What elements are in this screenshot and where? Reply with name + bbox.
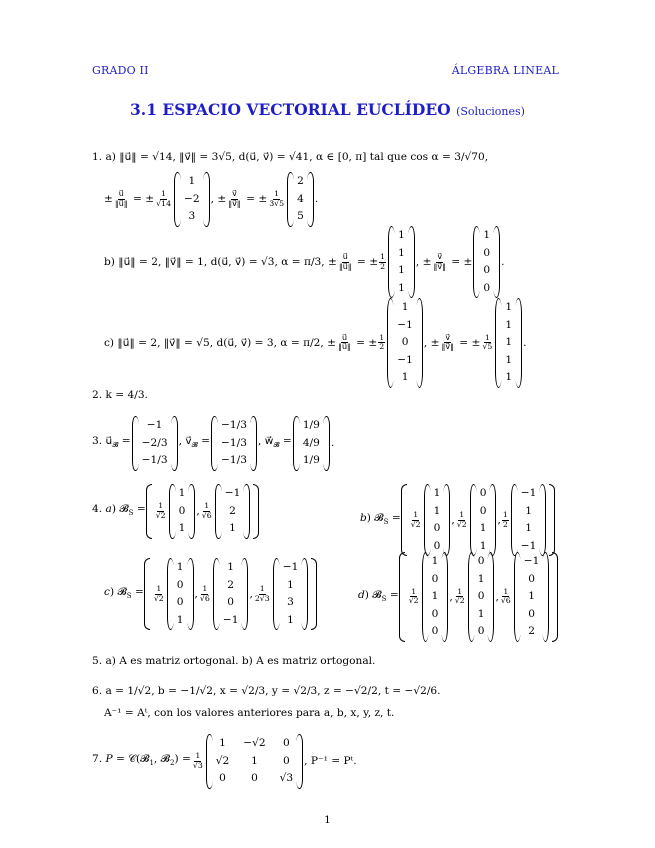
problem-2: 2. k = 4/3.	[92, 389, 148, 401]
running-header	[92, 64, 559, 77]
matrix-entry: 1	[505, 336, 513, 348]
matrix-entry: 0	[227, 596, 235, 608]
matrix-entry: 1	[398, 281, 405, 294]
problem-6-line2: A⁻¹ = Aᵗ, con los valores anteriores para a, b, x, y, z, t.	[104, 707, 395, 719]
problem-4a: 4. a) 𝓑$_S$ = $\frac{1}{√2}$ 1 0 1 , $\frac{1}{√6}$ −1 2 1	[92, 484, 259, 539]
matrix-entry: 1	[176, 561, 184, 573]
matrix-entry: −1	[397, 318, 413, 331]
matrix-entry: 4	[297, 192, 304, 205]
matrix-entry: −1	[520, 487, 537, 499]
basis-4c-v1	[167, 558, 194, 630]
problem-5: 5. a) A es matriz ortogonal. b) A es matriz ortogonal.	[92, 655, 376, 667]
matrix-entry: 1	[398, 246, 405, 259]
matrix-entry: 0	[528, 572, 535, 585]
matrix-entry: −1	[146, 419, 163, 431]
matrix-entry: 1	[479, 539, 487, 552]
matrix-entry: 1/9	[302, 419, 320, 431]
vector-u-B	[132, 416, 178, 471]
problem-4c: c) 𝓑$_S$ = $\frac{1}{√2}$ 1 0 0 1 , $\frac{1}{√6}$ 1 2 0 −1 , $\frac{1}{2√3}$ −1 1 3 1	[104, 558, 317, 630]
matrix-entry: 0	[176, 596, 184, 608]
vector-u-1b	[388, 226, 415, 298]
header-left: GRADO II	[92, 64, 149, 77]
matrix-entry: 1	[477, 607, 485, 620]
matrix-entry: 0	[219, 772, 226, 784]
matrix-entry: 1	[483, 229, 491, 241]
matrix-entry: 0	[176, 578, 184, 591]
page-number: 1	[324, 814, 331, 826]
matrix-entry: 0	[479, 487, 487, 499]
title-main: 3.1 ESPACIO VECTORIAL EUCLÍDEO	[130, 100, 451, 119]
basis-4c-v3	[273, 558, 309, 630]
matrix-entry: 1	[505, 371, 513, 383]
matrix-entry: 1	[178, 487, 186, 499]
matrix-entry: 2	[297, 175, 304, 187]
matrix-entry: 1	[227, 561, 235, 573]
matrix-entry: −1/3	[141, 454, 168, 466]
matrix-entry: 0	[483, 246, 491, 259]
matrix-entry: 1	[505, 318, 513, 331]
matrix-entry: −2/3	[141, 436, 168, 449]
matrix-entry: 1	[176, 613, 184, 626]
matrix-entry: 0	[283, 754, 290, 767]
matrix-entry: −1/3	[221, 436, 247, 449]
matrix-entry: 1	[477, 572, 485, 585]
matrix-entry: 1	[525, 504, 532, 517]
vector-v-1b	[473, 226, 500, 298]
matrix-entry: 2	[229, 504, 236, 517]
problem-1a-line1: 1. a) ‖u⃗‖ = √14, ‖v⃗‖ = 3√5, d(u⃗, v⃗) = √41, α ∈ [0, π] tal que cos α = 3/√70,	[92, 151, 489, 163]
matrix-entry: 1	[505, 301, 513, 313]
problem-4d: d) 𝓑$_S$ = $\frac{1}{√2}$ 1 0 1 0 0 , $\frac{1}{√2}$ 0 1 0 1 0 , $\frac{1}{√6}$ −1 0 1 0 2	[358, 552, 558, 642]
matrix-entry: 0	[431, 625, 439, 637]
matrix-entry: 1/9	[302, 454, 320, 466]
title-sub: (Soluciones)	[456, 105, 525, 118]
matrix-entry: 5	[297, 210, 304, 222]
matrix-entry: 0	[483, 264, 491, 276]
matrix-entry: −1	[523, 555, 540, 567]
matrix-entry: −√2	[243, 737, 266, 749]
matrix-entry: 1	[433, 487, 441, 499]
vector-v-B	[211, 416, 257, 471]
matrix-entry: 1	[528, 590, 535, 602]
basis-4b-v2	[470, 484, 497, 556]
matrix-entry: 3	[287, 596, 294, 608]
problem-1b: b) ‖u⃗‖ = 2, ‖v⃗‖ = 1, d(u⃗, v⃗) = √3, α = π/3, ± $\frac{u⃗}{‖u⃗‖}$ = ± $\frac{1}{2}$ 1 1 1 1 , ± $\frac{v⃗}{‖v⃗‖}$ = ± 1 0 0 0 .	[104, 226, 505, 298]
matrix-entry: 3	[188, 210, 196, 222]
matrix-entry: −1/3	[221, 454, 247, 466]
basis-4b-v1	[424, 484, 451, 556]
matrix-entry: 2	[227, 578, 235, 591]
problem-1a-line2: ± $\frac{u⃗}{‖u⃗‖}$ = ± $\frac{1}{√14}$ 1 −2 3 , ± $\frac{v⃗}{‖v⃗‖}$ = ± $\frac{1}{3√5}$ 2 4 5 .	[104, 172, 318, 227]
basis-4a-v2	[215, 484, 251, 539]
basis-4c-v2	[213, 558, 249, 630]
vector-u-1a	[174, 172, 210, 227]
matrix-entry: 2	[528, 625, 535, 637]
basis-4d-v1	[422, 552, 449, 642]
matrix-entry: 1	[229, 522, 236, 534]
matrix-entry: 1	[431, 590, 439, 602]
matrix-entry: 1	[401, 371, 409, 383]
matrix-entry: 0	[251, 772, 258, 784]
matrix-entry: 1	[287, 613, 294, 626]
matrix-entry: 0	[433, 539, 441, 552]
matrix-entry: 0	[431, 572, 439, 585]
matrix-entry: 1	[431, 555, 439, 567]
problem-7: 7. P = 𝒞(𝓑$_1$, 𝓑$_2$) = $\frac{1}{√3}$ 1 −√2 0 √2 1 0 0 0 √3 , P⁻¹ = Pᵗ.	[92, 734, 357, 789]
matrix-entry: −1	[520, 539, 537, 552]
matrix-entry: √2	[215, 754, 230, 767]
vector-v-1c	[495, 298, 522, 388]
matrix-entry: 0	[477, 625, 485, 637]
matrix-entry: 0	[477, 590, 485, 602]
problem-6-line1: 6. a = 1/√2, b = −1/√2, x = √2/3, y = √2/3, z = −√2/2, t = −√2/6.	[92, 685, 441, 697]
matrix-entry: 1	[219, 737, 226, 749]
matrix-entry: 4/9	[302, 436, 320, 449]
problem-4b: b) 𝓑$_S$ = $\frac{1}{√2}$ 1 1 0 0 , $\frac{1}{√2}$ 0 0 1 1 , $\frac{1}{2}$ −1 1 1 −1	[360, 484, 555, 556]
basis-4a-v1	[169, 484, 196, 539]
basis-4d-v2	[468, 552, 495, 642]
matrix-entry: 1	[287, 578, 294, 591]
page-title	[0, 100, 655, 119]
matrix-entry: 0	[178, 504, 186, 517]
matrix-entry: 1	[398, 264, 405, 276]
matrix-entry: −1/3	[221, 419, 247, 431]
problem-1c: c) ‖u⃗‖ = 2, ‖v⃗‖ = √5, d(u⃗, v⃗) = 3, α = π/2, ± $\frac{u⃗}{‖u⃗‖}$ = ± $\frac{1}{2}$ 1 −1 0 −1 1 , ± $\frac{v⃗}{‖v⃗‖}$ = ± $\frac{1}{√5}$ 1 1 1 1 1 .	[104, 298, 527, 388]
matrix-entry: 0	[479, 504, 487, 517]
matrix-entry: 0	[528, 607, 535, 620]
header-right: ÁLGEBRA LINEAL	[451, 64, 559, 77]
matrix-entry: 0	[477, 555, 485, 567]
matrix-entry: 0	[401, 336, 409, 348]
matrix-entry: −1	[282, 561, 299, 573]
basis-4b-v3	[511, 484, 547, 556]
matrix-entry: 1	[398, 229, 405, 241]
matrix-entry: 0	[283, 737, 290, 749]
matrix-entry: √3	[279, 772, 294, 784]
vector-u-1c	[387, 298, 423, 388]
matrix-entry: 1	[251, 754, 258, 767]
matrix-entry: 1	[525, 522, 532, 534]
matrix-entry: 1	[433, 504, 441, 517]
vector-w-B	[293, 416, 330, 471]
problem-3: 3. $u⃗_𝓑$ = −1 −2/3 −1/3 , $v⃗_𝓑$ = −1/3 −1/3 −1/3 , $w⃗_𝓑$ = 1/9 4/9 1/9 .	[92, 416, 334, 471]
matrix-entry: −1	[224, 487, 241, 499]
matrix-entry: −1	[222, 613, 239, 626]
matrix-entry: 0	[483, 281, 491, 294]
matrix-entry: 1	[188, 175, 196, 187]
vector-v-1a	[287, 172, 314, 227]
matrix-entry: 0	[433, 522, 441, 534]
matrix-entry: 1	[479, 522, 487, 534]
matrix-entry: −2	[184, 192, 200, 205]
matrix-entry: −1	[397, 353, 413, 366]
matrix-entry: 1	[401, 301, 409, 313]
matrix-entry: 1	[505, 353, 513, 366]
matrix-P	[206, 734, 303, 789]
basis-4d-v3	[514, 552, 550, 642]
matrix-entry: 1	[178, 522, 186, 534]
matrix-entry: 0	[431, 607, 439, 620]
